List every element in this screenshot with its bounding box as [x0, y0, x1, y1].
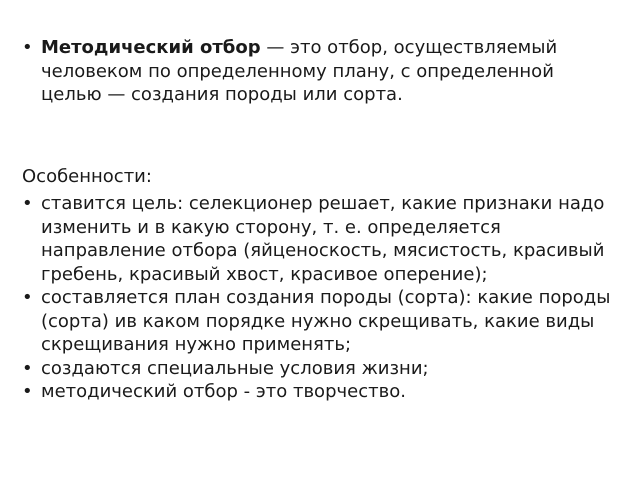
feature-item: • методический отбор - это творчество.	[22, 380, 612, 404]
features-heading: Особенности:	[22, 166, 152, 187]
feature-item: • создаются специальные условия жизни;	[22, 357, 612, 381]
definition-text: — это отбор, осуществляемый человеком по определенному плану, с определенной целью — создания породы или сорта.	[41, 37, 558, 105]
feature-item: • составляется план создания породы (сорта): какие породы (сорта) ив каком порядке нужно скрещивать, какие виды скрещивания нужно применять;	[22, 286, 612, 357]
feature-item: • ставится цель: селекционер решает, какие признаки надо изменить и в какую сторону, т. е. определяется направление отбора (яйценоскость, мясистость, красивый гребень, красивый хвост, красивое оперение);	[22, 192, 612, 286]
definition-list	[22, 36, 602, 107]
features-list	[22, 192, 612, 404]
definition-item	[22, 36, 602, 107]
definition-term: Методический отбор	[41, 37, 261, 58]
